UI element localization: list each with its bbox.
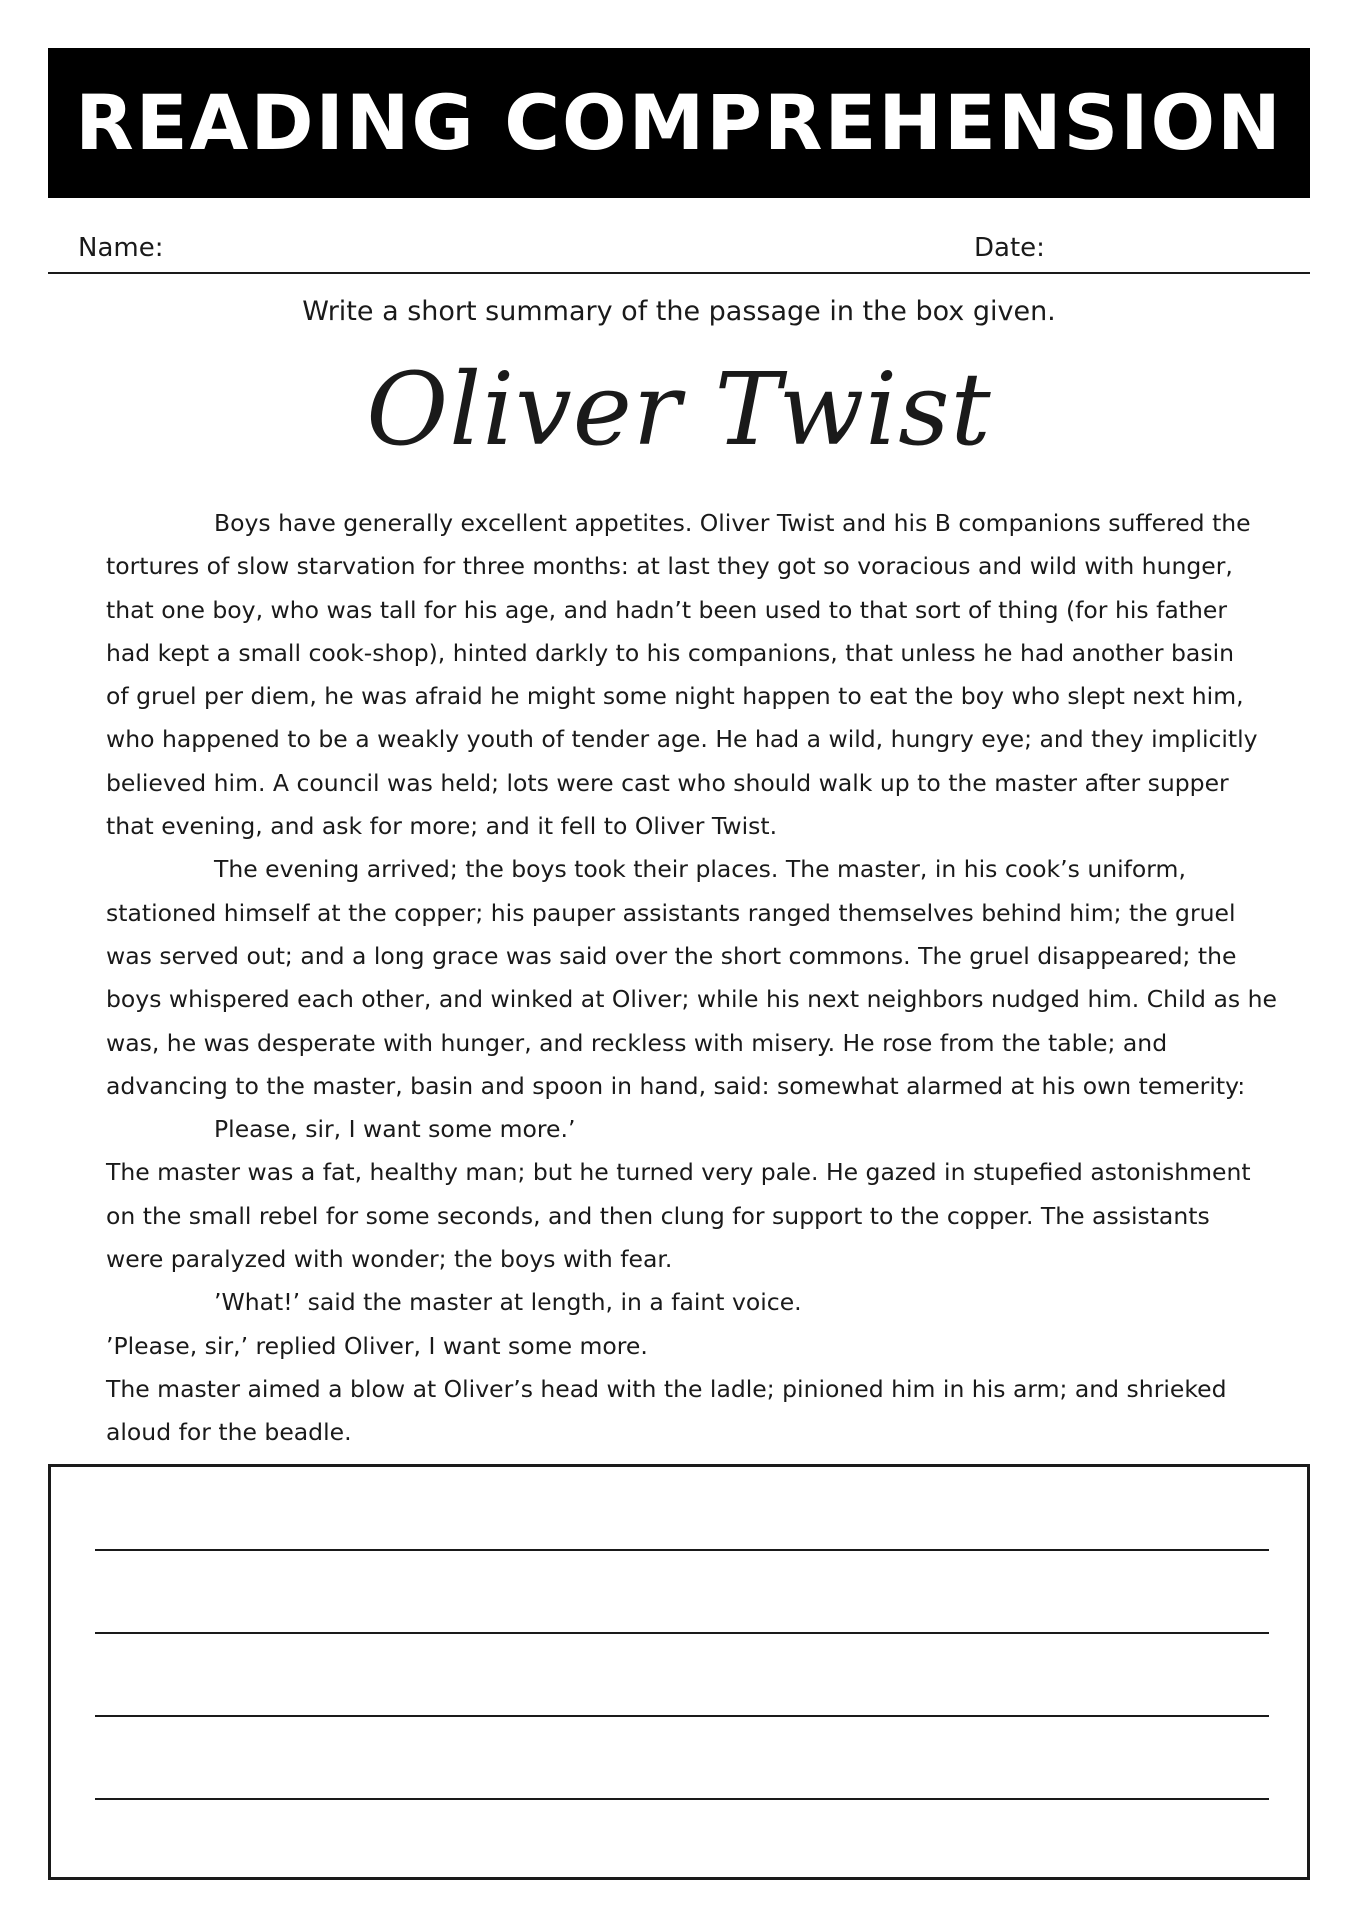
passage-line: on the small rebel for some seconds, and then clung for support to the copper. The assistants <box>106 1201 1210 1230</box>
passage-line: Please, sir, I want some more.’ <box>214 1115 576 1144</box>
instruction-text: Write a short summary of the passage in the box given. <box>302 296 1056 327</box>
passage-line: The master was a fat, healthy man; but he turned very pale. He gazed in stupefied astonishment <box>106 1158 1251 1187</box>
reading-passage <box>106 502 1276 1455</box>
passage-line: ’What!’ said the master at length, in a faint voice. <box>214 1288 802 1317</box>
passage-line: The master aimed a blow at Oliver’s head with the ladle; pinioned him in his arm; and shrieked <box>106 1374 1227 1403</box>
writing-line[interactable] <box>95 1632 1269 1634</box>
story-title: Oliver Twist <box>366 351 992 468</box>
passage-line: Boys have generally excellent appetites. Oliver Twist and his B companions suffered the <box>214 509 1251 537</box>
passage-line: believed him. A council was held; lots were cast who should walk up to the master after supper <box>106 768 1229 797</box>
name-label: Name: <box>78 233 164 263</box>
passage-line: were paralyzed with wonder; the boys with fear. <box>106 1245 673 1274</box>
passage-line: who happened to be a weakly youth of tender age. He had a wild, hungry eye; and they implicitly <box>106 725 1258 754</box>
worksheet-title: READING COMPREHENSION <box>75 78 1283 167</box>
passage-line: aloud for the beadle. <box>106 1418 352 1447</box>
writing-line[interactable] <box>95 1798 1269 1800</box>
passage-line: advancing to the master, basin and spoon in hand, said: somewhat alarmed at his own temerity: <box>106 1071 1246 1100</box>
passage-line: was served out; and a long grace was said over the short commons. The gruel disappeared; the <box>106 941 1237 970</box>
summary-answer-box[interactable] <box>48 1464 1310 1880</box>
date-label: Date: <box>974 233 1045 263</box>
passage-line: of gruel per diem, he was afraid he might some night happen to eat the boy who slept next him, <box>106 682 1244 711</box>
name-date-row <box>48 232 1310 274</box>
writing-line[interactable] <box>95 1715 1269 1717</box>
passage-line: was, he was desperate with hunger, and reckless with misery. He rose from the table; and <box>106 1028 1168 1057</box>
passage-line: had kept a small cook-shop), hinted darkly to his companions, that unless he had another basin <box>106 638 1234 667</box>
passage-line: that evening, and ask for more; and it fell to Oliver Twist. <box>106 812 778 841</box>
passage-line: stationed himself at the copper; his pauper assistants ranged themselves behind him; the gruel <box>106 898 1236 927</box>
passage-line: ’Please, sir,’ replied Oliver, I want some more. <box>106 1331 648 1360</box>
passage-line: boys whispered each other, and winked at Oliver; while his next neighbors nudged him. Child as he <box>106 985 1277 1014</box>
writing-line[interactable] <box>95 1549 1269 1551</box>
passage-line: The evening arrived; the boys took their places. The master, in his cook’s uniform, <box>214 855 1186 884</box>
passage-line: tortures of slow starvation for three months: at last they got so voracious and wild with hunger, <box>106 552 1233 581</box>
passage-line: that one boy, who was tall for his age, and hadn’t been used to that sort of thing (for his father <box>106 595 1227 624</box>
header-banner <box>48 48 1310 198</box>
